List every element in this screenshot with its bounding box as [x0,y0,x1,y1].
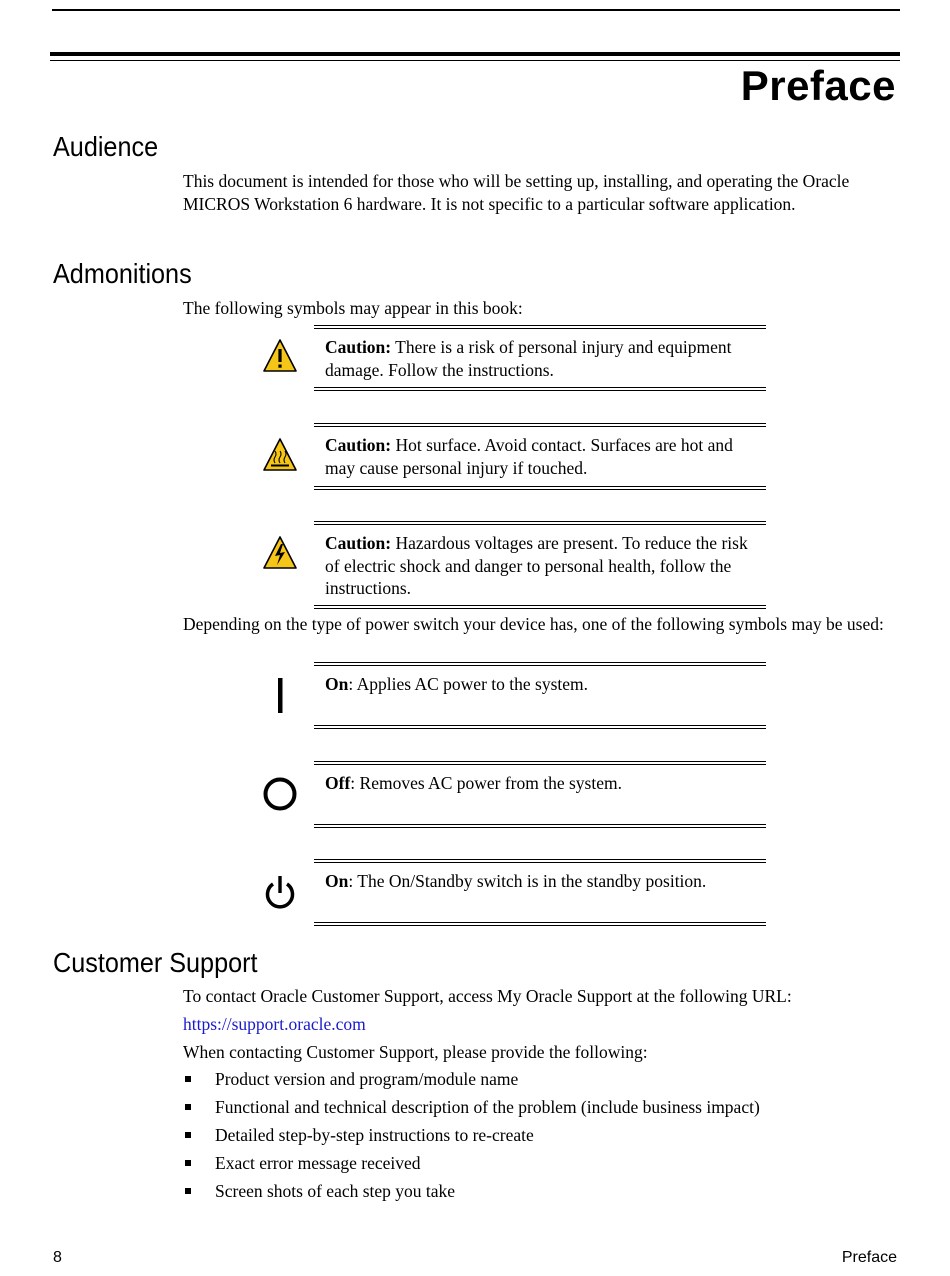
caution-note-hot-surface [314,423,766,490]
customer-support-heading: Customer Support [53,947,258,978]
note-text: : Removes AC power from the system. [350,773,622,793]
support-provide-text: When contacting Customer Support, please provide the following: [183,1042,648,1062]
note-text: There is a risk of personal injury and equipment damage. Follow the instructions. [325,337,732,380]
note-text: Hot surface. Avoid contact. Surfaces are hot and may cause personal injury if touched. [325,435,733,478]
note-label: On [325,674,349,694]
admonitions-heading: Admonitions [53,258,192,289]
warning-icon [262,338,298,374]
list-item: Screen shots of each step you take [183,1180,760,1208]
standby-icon [262,874,298,910]
high-voltage-icon [262,535,298,571]
standby-note [314,859,766,926]
bullet-square-icon [185,1104,191,1110]
support-url-link[interactable]: https://support.oracle.com [183,1014,366,1034]
caution-note-voltage [314,521,766,609]
audience-text: This document is intended for those who will be setting up, installing, and operating the Oracle MICROS Workstation 6 hardware. It is not specific to a particular software application. [183,171,850,214]
bullet-square-icon [185,1188,191,1194]
bullet-square-icon [185,1076,191,1082]
footer-section-name: Preface [841,1249,897,1266]
power-intro: Depending on the type of power switch your device has, one of the following symbols may be used: [183,614,884,634]
note-text: Hazardous voltages are present. To reduce the risk of electric shock and danger to personal health, follow the instructions. [325,533,748,598]
bullet-square-icon [185,1160,191,1166]
title-rule-thin [50,60,900,61]
title-rule-thick [50,52,900,56]
admonitions-intro: The following symbols may appear in this book: [183,298,523,318]
note-label: Caution: [325,435,392,455]
note-text: : Applies AC power to the system. [348,674,589,694]
note-text: : The On/Standby switch is in the standby position. [348,871,707,891]
power-on-note [314,662,766,729]
hot-surface-icon [262,437,298,473]
note-label: Off [325,773,351,793]
support-intro: To contact Oracle Customer Support, access My Oracle Support at the following URL: [183,986,792,1006]
note-label: Caution: [325,533,392,553]
page-title: Preface [740,62,896,109]
support-requirements-list [183,1068,760,1208]
list-item: Product version and program/module name [183,1068,760,1096]
page-number: 8 [53,1249,62,1266]
list-item: Detailed step-by-step instructions to re-create [183,1124,760,1152]
power-off-icon [262,776,298,812]
caution-note-general [314,325,766,391]
bullet-square-icon [185,1132,191,1138]
power-off-note [314,761,766,828]
power-on-icon [262,677,298,713]
note-label: Caution: [325,337,392,357]
top-rule [52,9,900,11]
list-item: Functional and technical description of the problem (include business impact) [183,1096,760,1124]
list-item: Exact error message received [183,1152,760,1180]
audience-heading: Audience [53,131,159,162]
note-label: On [325,871,349,891]
